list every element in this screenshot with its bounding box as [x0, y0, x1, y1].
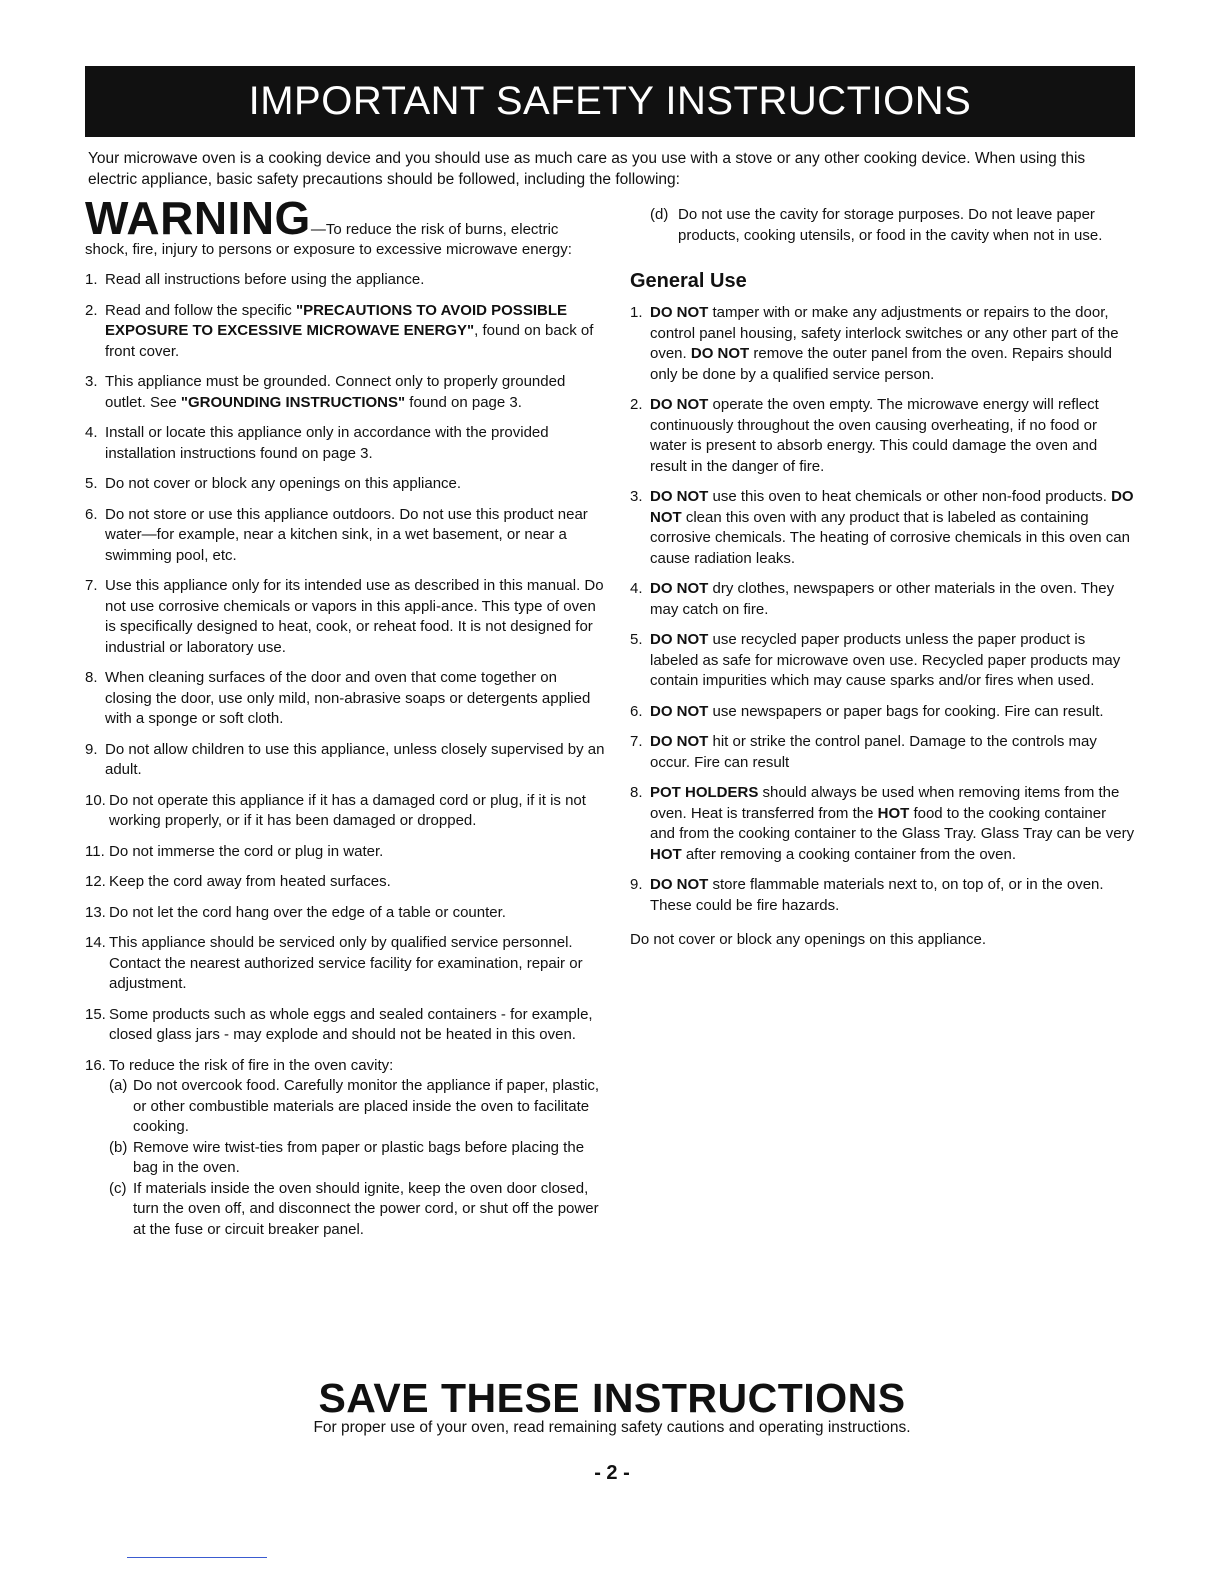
- list-item: 5. DO NOT use recycled paper products unless the paper product is labeled as safe for microwave oven use. Recycled paper products may contain impurities which may cause sparks and/or fires when used.: [630, 631, 1121, 689]
- list-item: 7. DO NOT hit or strike the control panel. Damage to the controls may occur. Fire can result: [630, 733, 1097, 771]
- footer-divider: [127, 1557, 267, 1558]
- fire-sublist: [109, 1076, 605, 1240]
- safety-list-continued: [85, 791, 605, 1241]
- list-item: 6. DO NOT use newspapers or paper bags for cooking. Fire can result.: [630, 702, 1104, 720]
- warning-lead: —To reduce the risk of burns, electric: [310, 221, 559, 238]
- list-item: 1. DO NOT tamper with or make any adjustments or repairs to the door, control panel housing, safety interlock switches or any other part of the oven. DO NOT remove the outer panel from the oven. Repairs should only be done by a qualified service person.: [630, 304, 1119, 383]
- list-item: 5. Do not cover or block any openings on this appliance.: [85, 475, 462, 492]
- list-item: 10. Do not operate this appliance if it has a damaged cord or plug, if it is not working properly, or if it has been damaged or dropped.: [85, 791, 586, 829]
- list-item: 15. Some products such as whole eggs and sealed containers - for example, closed glass jars - may explode and should not be heated in this oven.: [85, 1005, 593, 1043]
- list-item: (c) If materials inside the oven should ignite, keep the oven door closed, turn the oven off, and disconnect the power cord, or shut off the power at the fuse or circuit breaker panel.: [109, 1179, 599, 1238]
- list-item: 2. Read and follow the specific "PRECAUTIONS TO AVOID POSSIBLE EXPOSURE TO EXCESSIVE MICROWAVE ENERGY", found on back of front cover.: [85, 301, 594, 360]
- list-item: 9. DO NOT store flammable materials next to, on top of, or in the oven. These could be fire hazards.: [630, 876, 1104, 914]
- list-item: 13. Do not let the cord hang over the edge of a table or counter.: [85, 903, 506, 921]
- list-item: 8. POT HOLDERS should always be used when removing items from the oven. Heat is transferred from the HOT food to the cooking container and from the cooking container to the Glass Tray. Glass Tray can be very HOT after removing a cooking container from the oven.: [630, 784, 1135, 863]
- list-item: (d) Do not use the cavity for storage purposes. Do not leave paper products, cooking utensils, or food in the cavity when not in use.: [650, 206, 1103, 244]
- warning-heading: [85, 192, 605, 244]
- warning-continuation: shock, fire, injury to persons or exposure to excessive microwave energy:: [85, 241, 572, 258]
- list-item: (b) Remove wire twist-ties from paper or plastic bags before placing the bag in the oven.: [109, 1138, 585, 1176]
- list-item: 8. When cleaning surfaces of the door and oven that come together on closing the door, use only mild, non-abrasive soaps or detergents applied with a sponge or soft cloth.: [85, 669, 591, 727]
- closing-note: Do not cover or block any openings on this appliance.: [630, 931, 987, 948]
- list-item: 16. To reduce the risk of fire in the oven cavity: (a) Do not overcook food. Carefully monitor the appliance if paper, plastic, or other combustible materials are placed inside the oven to facilitate cooking. (b) Remove wire twist-ties from paper or plastic bags before placing the bag in the oven. (c) If materials inside the oven should ignite, keep the oven door closed, turn the oven off, and disconnect the power cord, or shut off the power at the fuse or circuit breaker panel.: [85, 1056, 605, 1241]
- list-item: 6. Do not store or use this appliance outdoors. Do not use this product near water—for example, near a kitchen sink, in a wet basement, or near a swimming pool, etc.: [85, 505, 588, 564]
- list-item: 3. This appliance must be grounded. Connect only to properly grounded outlet. See "GROUNDING INSTRUCTIONS" found on page 3.: [85, 373, 566, 411]
- list-item: 3. DO NOT use this oven to heat chemicals or other non-food products. DO NOT clean this oven with any product that is labeled as containing corrosive chemicals. The heating of corrosive chemicals in this oven can cause radiation leaks.: [630, 488, 1134, 567]
- list-item: 7. Use this appliance only for its intended use as described in this manual. Do not use corrosive chemicals or vapors in this appli-ance. This type of oven is specifically designed to heat, cook, or reheat food. It is not designed for industrial or laboratory use.: [85, 577, 604, 656]
- list-item: 9. Do not allow children to use this appliance, unless closely supervised by an adult.: [85, 740, 605, 778]
- page-banner: IMPORTANT SAFETY INSTRUCTIONS: [85, 66, 1135, 137]
- left-column: [85, 192, 605, 1250]
- general-use-heading: General Use: [630, 270, 747, 292]
- right-column: [630, 205, 1135, 950]
- list-item: 4. Install or locate this appliance only in accordance with the provided installation instructions found on page 3.: [85, 424, 549, 462]
- save-instructions-subtitle: For proper use of your oven, read remaining safety cautions and operating instructions.: [313, 1419, 911, 1436]
- list-item: 11. Do not immerse the cord or plug in water.: [85, 842, 384, 860]
- page-number: - 2 -: [594, 1462, 630, 1484]
- warning-word: WARNING: [85, 192, 311, 244]
- list-item: 4. DO NOT dry clothes, newspapers or other materials in the oven. They may catch on fire.: [630, 580, 1115, 618]
- list-item: 14. This appliance should be serviced only by qualified service personnel. Contact the nearest authorized service facility for examination, repair or adjustment.: [85, 934, 583, 992]
- safety-list: [85, 270, 605, 781]
- intro-paragraph: Your microwave oven is a cooking device and you should use as much care as you use with a stove or any other cooking device. When using this electric appliance, basic safety precautions should be followed, including the following:: [88, 150, 1086, 188]
- save-instructions-title: SAVE THESE INSTRUCTIONS: [318, 1375, 906, 1421]
- general-use-list: [630, 303, 1135, 916]
- list-item: 12. Keep the cord away from heated surfaces.: [85, 873, 391, 890]
- list-item: (a) Do not overcook food. Carefully monitor the appliance if paper, plastic, or other combustible materials are placed inside the oven to facilitate cooking.: [109, 1077, 600, 1135]
- list-item: 1. Read all instructions before using the appliance.: [85, 271, 425, 288]
- list-item: 2. DO NOT operate the oven empty. The microwave energy will reflect continuously throughout the oven causing overheating, if no food or water is present to absorb energy. This could damage the oven and result in the danger of fire.: [630, 396, 1099, 475]
